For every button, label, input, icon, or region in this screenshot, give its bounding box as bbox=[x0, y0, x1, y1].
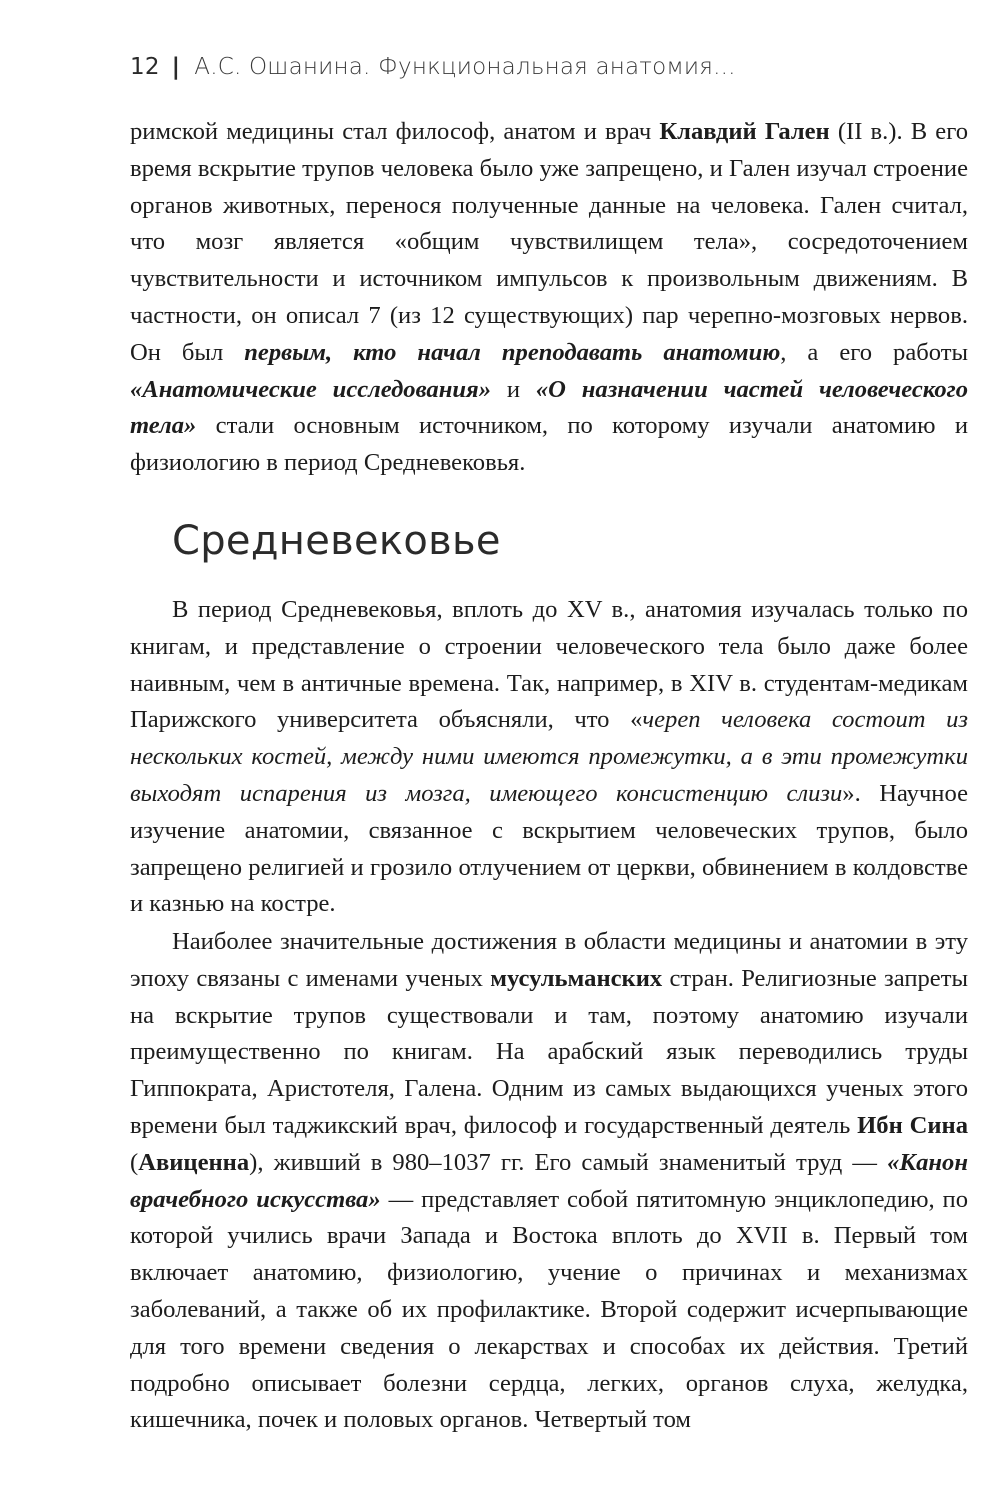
text-run: , а его работы bbox=[780, 338, 968, 366]
text-run: и bbox=[491, 375, 536, 403]
text-run: римской медицины стал философ, анатом и врач bbox=[130, 118, 660, 145]
text-run: ), живший в 980–1037 гг. Его самый знаменитый труд — bbox=[249, 1148, 888, 1176]
text-run: В период Средневековья, вплоть до XV в., анатомия изучалась только по книгам, и представление о строении человеческого тела было даже более наивным, чем в античные времена. Так, например, в XIV в. студентам-медикам Парижского университета объясняли, что « bbox=[130, 596, 968, 734]
paragraph-middle-ages bbox=[130, 592, 968, 923]
text-run: ( bbox=[130, 1148, 139, 1176]
section-heading: Средневековье bbox=[172, 518, 501, 564]
work-title-canon: «Канон врачебного искусства» bbox=[130, 1148, 968, 1213]
text-run: — представляет собой пятитомную энциклопедию, по которой учились врачи Запада и Востока вплоть до XVII в. Первый том включает анатомию, физиологию, учение о причинах и механизмах заболеваний, а также об их профилактике. Второй содержит исчерпывающие для того времени сведения о лекарствах и способах их действия. Третий подробно описывает болезни сердца, легких, органов слуха, желудка, кишечника, почек и половых органов. Четвертый том bbox=[130, 1185, 968, 1434]
text-run: (II в.). В его время вскрытие трупов человека было уже запрещено, и Гален изучал строение органов животных, перенося полученные данные на человека. Гален считал, что мозг является «общим чувствилищем тела», сосредоточением чувствительности и источником импульсов к произвольным движениям. В частности, он описал 7 (из 12 существующих) пар черепно-мозговых нервов. Он был bbox=[130, 118, 968, 366]
text-run: стали основным источником, по которому изучали анатомию и физиологию в период Средневековья. bbox=[130, 412, 968, 477]
paragraph-galen bbox=[130, 114, 968, 482]
emphasis-muslim: мусульманских bbox=[490, 964, 663, 992]
quote-paris-university: череп человека состоит из нескольких костей, между ними имеются промежутки, а в эти промежутки выходят испарения из мозга, имеющего консистенцию слизи bbox=[130, 706, 968, 807]
text-run: стран. Религиозные запреты на вскрытие трупов существовали и там, поэтому анатомию изучали преимущественно по книгам. На арабский язык переводились труды Гиппократа, Аристотеля, Галена. Одним из самых выдающихся ученых этого времени был таджикский врач, философ и государственный деятель bbox=[130, 964, 968, 1139]
name-galen: Клавдий Гален bbox=[659, 118, 830, 145]
emphasis-first-teacher: первым, кто начал преподавать анатомию bbox=[244, 338, 781, 366]
text-run: ». Научное изучение анатомии, связанное с вскрытием человеческих трупов, было запрещено религией и грозило отлучением от церкви, обвинением в колдовстве и казнью на костре. bbox=[130, 779, 968, 918]
text-run: Наиболее значительные достижения в области медицины и анатомии в эту эпоху связаны с именами ученых bbox=[130, 928, 968, 992]
paragraph-avicenna bbox=[130, 924, 968, 1439]
page-number: 12 bbox=[130, 54, 160, 80]
running-title: А.С. Ошанина. Функциональная анатомия... bbox=[194, 54, 736, 80]
header-separator: | bbox=[171, 54, 181, 80]
work-title-purpose-of-parts: «О назначении частей человеческого тела» bbox=[130, 375, 968, 440]
running-header bbox=[130, 54, 736, 80]
name-ibn-sina: Ибн Сина bbox=[857, 1111, 968, 1139]
work-title-anatomical-studies: «Анатомические исследования» bbox=[130, 375, 492, 403]
name-avicenna: Авиценна bbox=[138, 1148, 250, 1176]
